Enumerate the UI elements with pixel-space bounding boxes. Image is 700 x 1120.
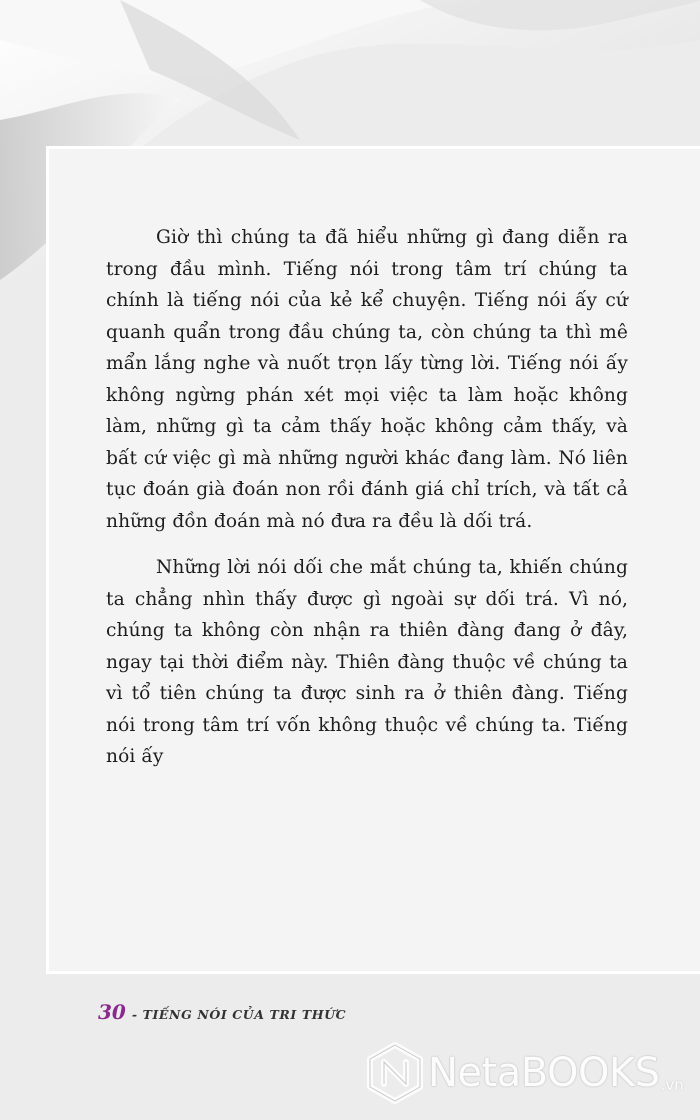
netabooks-logo-icon [366,1042,424,1104]
watermark-brand: NetaBOOKS [428,1050,660,1096]
page-number: 30 [98,1000,126,1024]
page-footer [98,1000,346,1024]
running-title: - TIẾNG NÓI CỦA TRI THỨC [131,1007,347,1022]
watermark-domain: .vn [660,1076,684,1094]
paragraph-2: Những lời nói dối che mắt chúng ta, khiến chúng ta chẳng nhìn thấy được gì ngoài sự dối trá. Vì nó, chúng ta không còn nhận ra thiên đàng đang ở đây, ngay tại thời điểm này. Thiên đàng thuộc về chúng ta vì tổ tiên chúng ta được sinh ra ở thiên đàng. Tiếng nói trong tâm trí vốn không thuộc về chúng ta. Tiếng nói ấy [106,557,628,767]
netabooks-watermark [366,1042,684,1104]
paragraph-1: Giờ thì chúng ta đã hiểu những gì đang diễn ra trong đầu mình. Tiếng nói trong tâm trí chúng ta chính là tiếng nói của kẻ kể chuyện. Tiếng nói ấy cứ quanh quẩn trong đầu chúng ta, còn chúng ta thì mê mẩn lắng nghe và nuốt trọn lấy từng lời. Tiếng nói ấy không ngừng phán xét mọi việc ta làm hoặc không làm, những gì ta cảm thấy hoặc không cảm thấy, và bất cứ việc gì mà những người khác đang làm. Nó liên tục đoán già đoán non rồi đánh giá chỉ trích, và tất cả những đồn đoán mà nó đưa ra đều là dối trá. [106,227,628,532]
body-text [106,222,628,788]
